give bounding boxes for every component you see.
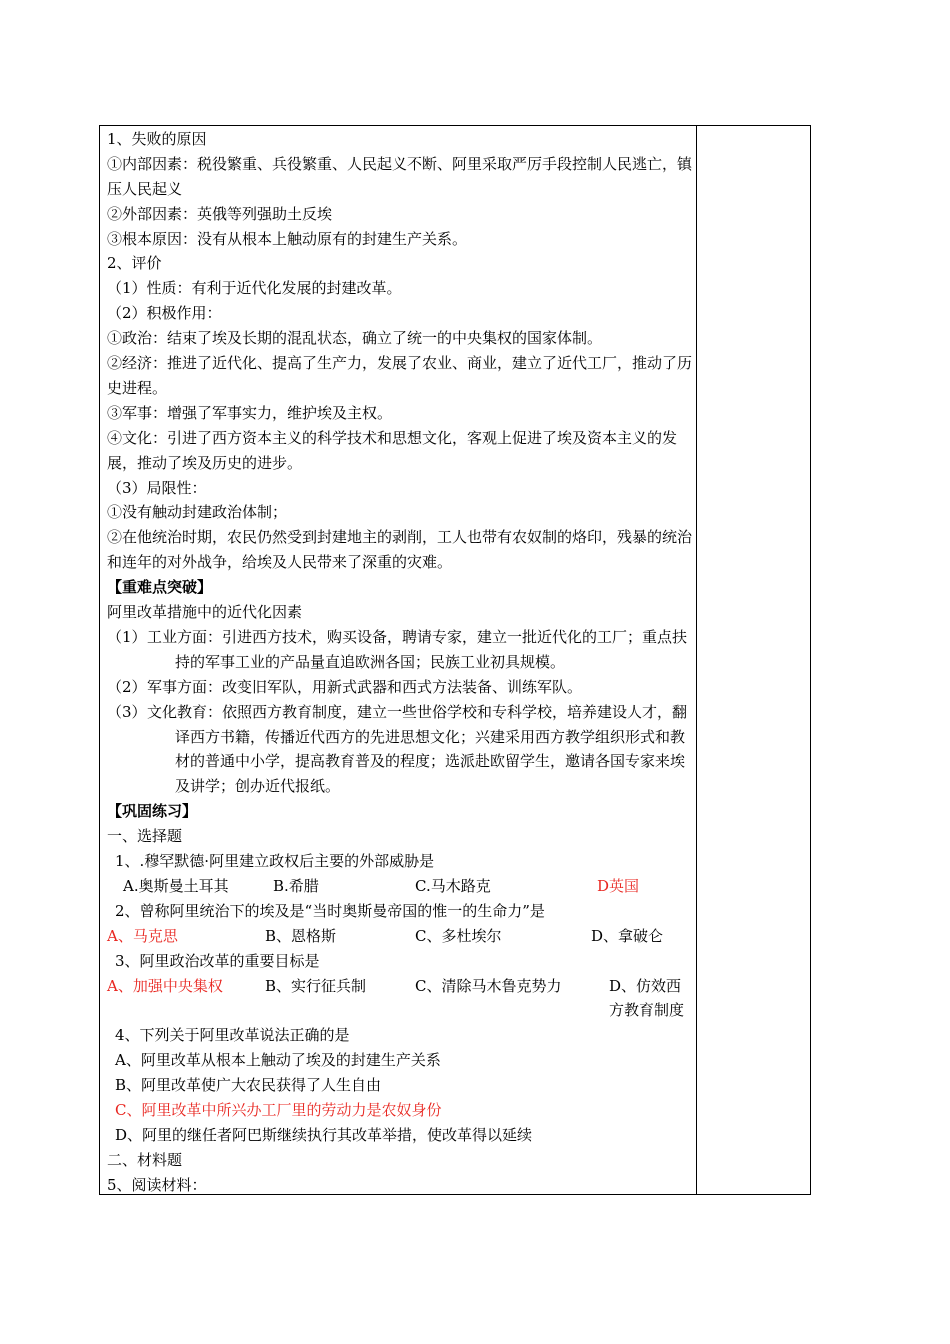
- option-a: A.奥斯曼土耳其: [123, 876, 229, 895]
- section-practice: 【巩固练习】: [107, 802, 198, 821]
- column-divider: [696, 125, 697, 1195]
- option-c: C.马木路克: [415, 876, 491, 895]
- option-c-answer: C、阿里改革中所兴办工厂里的劳动力是农奴身份: [115, 1101, 442, 1119]
- option-d: D、仿效西方教育制度: [609, 976, 685, 1020]
- modernization-factors-title: 阿里改革措施中的近代化因素: [107, 603, 303, 622]
- heading-failure-reasons: 1、失败的原因: [107, 130, 207, 148]
- external-factors: ②外部因素：英俄等列强助土反埃: [107, 204, 333, 223]
- option-b: B、阿里改革使广大农民获得了人生自由: [115, 1076, 382, 1095]
- option-c: C、多杜埃尔: [415, 926, 502, 945]
- heading-evaluation: 2、评价: [107, 254, 162, 273]
- option-c: C、清除马木鲁克势力: [415, 976, 562, 995]
- question-1: 1、.穆罕默德·阿里建立政权后主要的外部威胁是: [115, 852, 435, 871]
- question-2-options: [107, 924, 692, 949]
- list-item: [107, 675, 692, 700]
- economy-effect: ②经济：推进了近代化、提高了生产力，发展了农业、商业，建立了近代工厂，推动了历史进程。: [107, 354, 693, 397]
- option-b: B、恩格斯: [265, 926, 337, 945]
- item-number: （2）: [107, 677, 147, 696]
- limitation-1: ①没有触动封建政治体制；: [107, 503, 288, 522]
- question-3: 3、阿里政治改革的重要目标是: [115, 951, 320, 970]
- limitation-2: ②在他统治时期，农民仍然受到封建地主的剥削，工人也带有农奴制的烙印，残暴的统治和连年的对外战争，给埃及人民带来了深重的灾难。: [107, 528, 693, 572]
- nature: （1）性质：有利于近代化发展的封建改革。: [107, 279, 402, 298]
- military-effect: ③军事：增强了军事实力，维护埃及主权。: [107, 403, 393, 422]
- question-2: 2、曾称阿里统治下的埃及是“当时奥斯曼帝国的惟一的生命力”是: [115, 901, 545, 920]
- option-b: B、实行征兵制: [265, 976, 367, 995]
- positive-effects-heading: （2）积极作用：: [107, 304, 222, 323]
- question-4: 4、下列关于阿里改革说法正确的是: [115, 1026, 350, 1045]
- item-number: （3）: [107, 702, 147, 721]
- list-item: [107, 625, 692, 675]
- internal-factors: ①内部因素：税役繁重、兵役繁重、人民起义不断、阿里采取严厉手段控制人民逃亡，镇压人民起义: [107, 154, 693, 198]
- option-d-answer: D英国: [597, 876, 640, 895]
- culture-effect: ④文化：引进了西方资本主义的科学技术和思想文化，客观上促进了埃及资本主义的发展，推动了埃及历史的进步。: [107, 428, 678, 472]
- section-key-points: 【重难点突破】: [107, 578, 213, 597]
- option-b: B.希腊: [273, 876, 319, 895]
- list-item: [107, 700, 692, 800]
- section-multiple-choice: 一、选择题: [107, 827, 183, 846]
- main-cell-content: [107, 127, 692, 1198]
- question-1-options: [107, 874, 692, 899]
- option-a-answer: A、马克思: [107, 926, 178, 945]
- question-3-options: [107, 974, 692, 999]
- limitations-heading: （3）局限性：: [107, 478, 207, 497]
- option-d: D、阿里的继任者阿巴斯继续执行其改革举措，使改革得以延续: [115, 1125, 533, 1144]
- option-a-answer: A、加强中央集权: [107, 976, 223, 995]
- question-5: 5、阅读材料：: [107, 1175, 207, 1194]
- politics-effect: ①政治：结束了埃及长期的混乱状态，确立了统一的中央集权的国家体制。: [107, 329, 603, 348]
- item-text: 工业方面：引进西方技术，购买设备，聘请专家，建立一批近代化的工厂；重点扶持的军事工业的产品量直追欧洲各国；民族工业初具规模。: [147, 627, 688, 671]
- option-d: D、拿破仑: [591, 926, 664, 945]
- item-text: 军事方面：改变旧军队，用新式武器和西式方法装备、训练军队。: [147, 677, 583, 696]
- section-material: 二、材料题: [107, 1150, 183, 1169]
- item-text: 文化教育：依照西方教育制度，建立一些世俗学校和专科学校，培养建设人才，翻译西方书籍，传播近代西方的先进思想文化；兴建采用西方教学组织形式和教材的普通中小学，提高教育普及的程度；选派赴欧留学生，邀请各国专家来埃及讲学；创办近代报纸。: [147, 702, 688, 796]
- item-number: （1）: [107, 627, 147, 646]
- root-cause: ③根本原因：没有从根本上触动原有的封建生产关系。: [107, 229, 468, 248]
- option-a: A、阿里改革从根本上触动了埃及的封建生产关系: [115, 1051, 441, 1070]
